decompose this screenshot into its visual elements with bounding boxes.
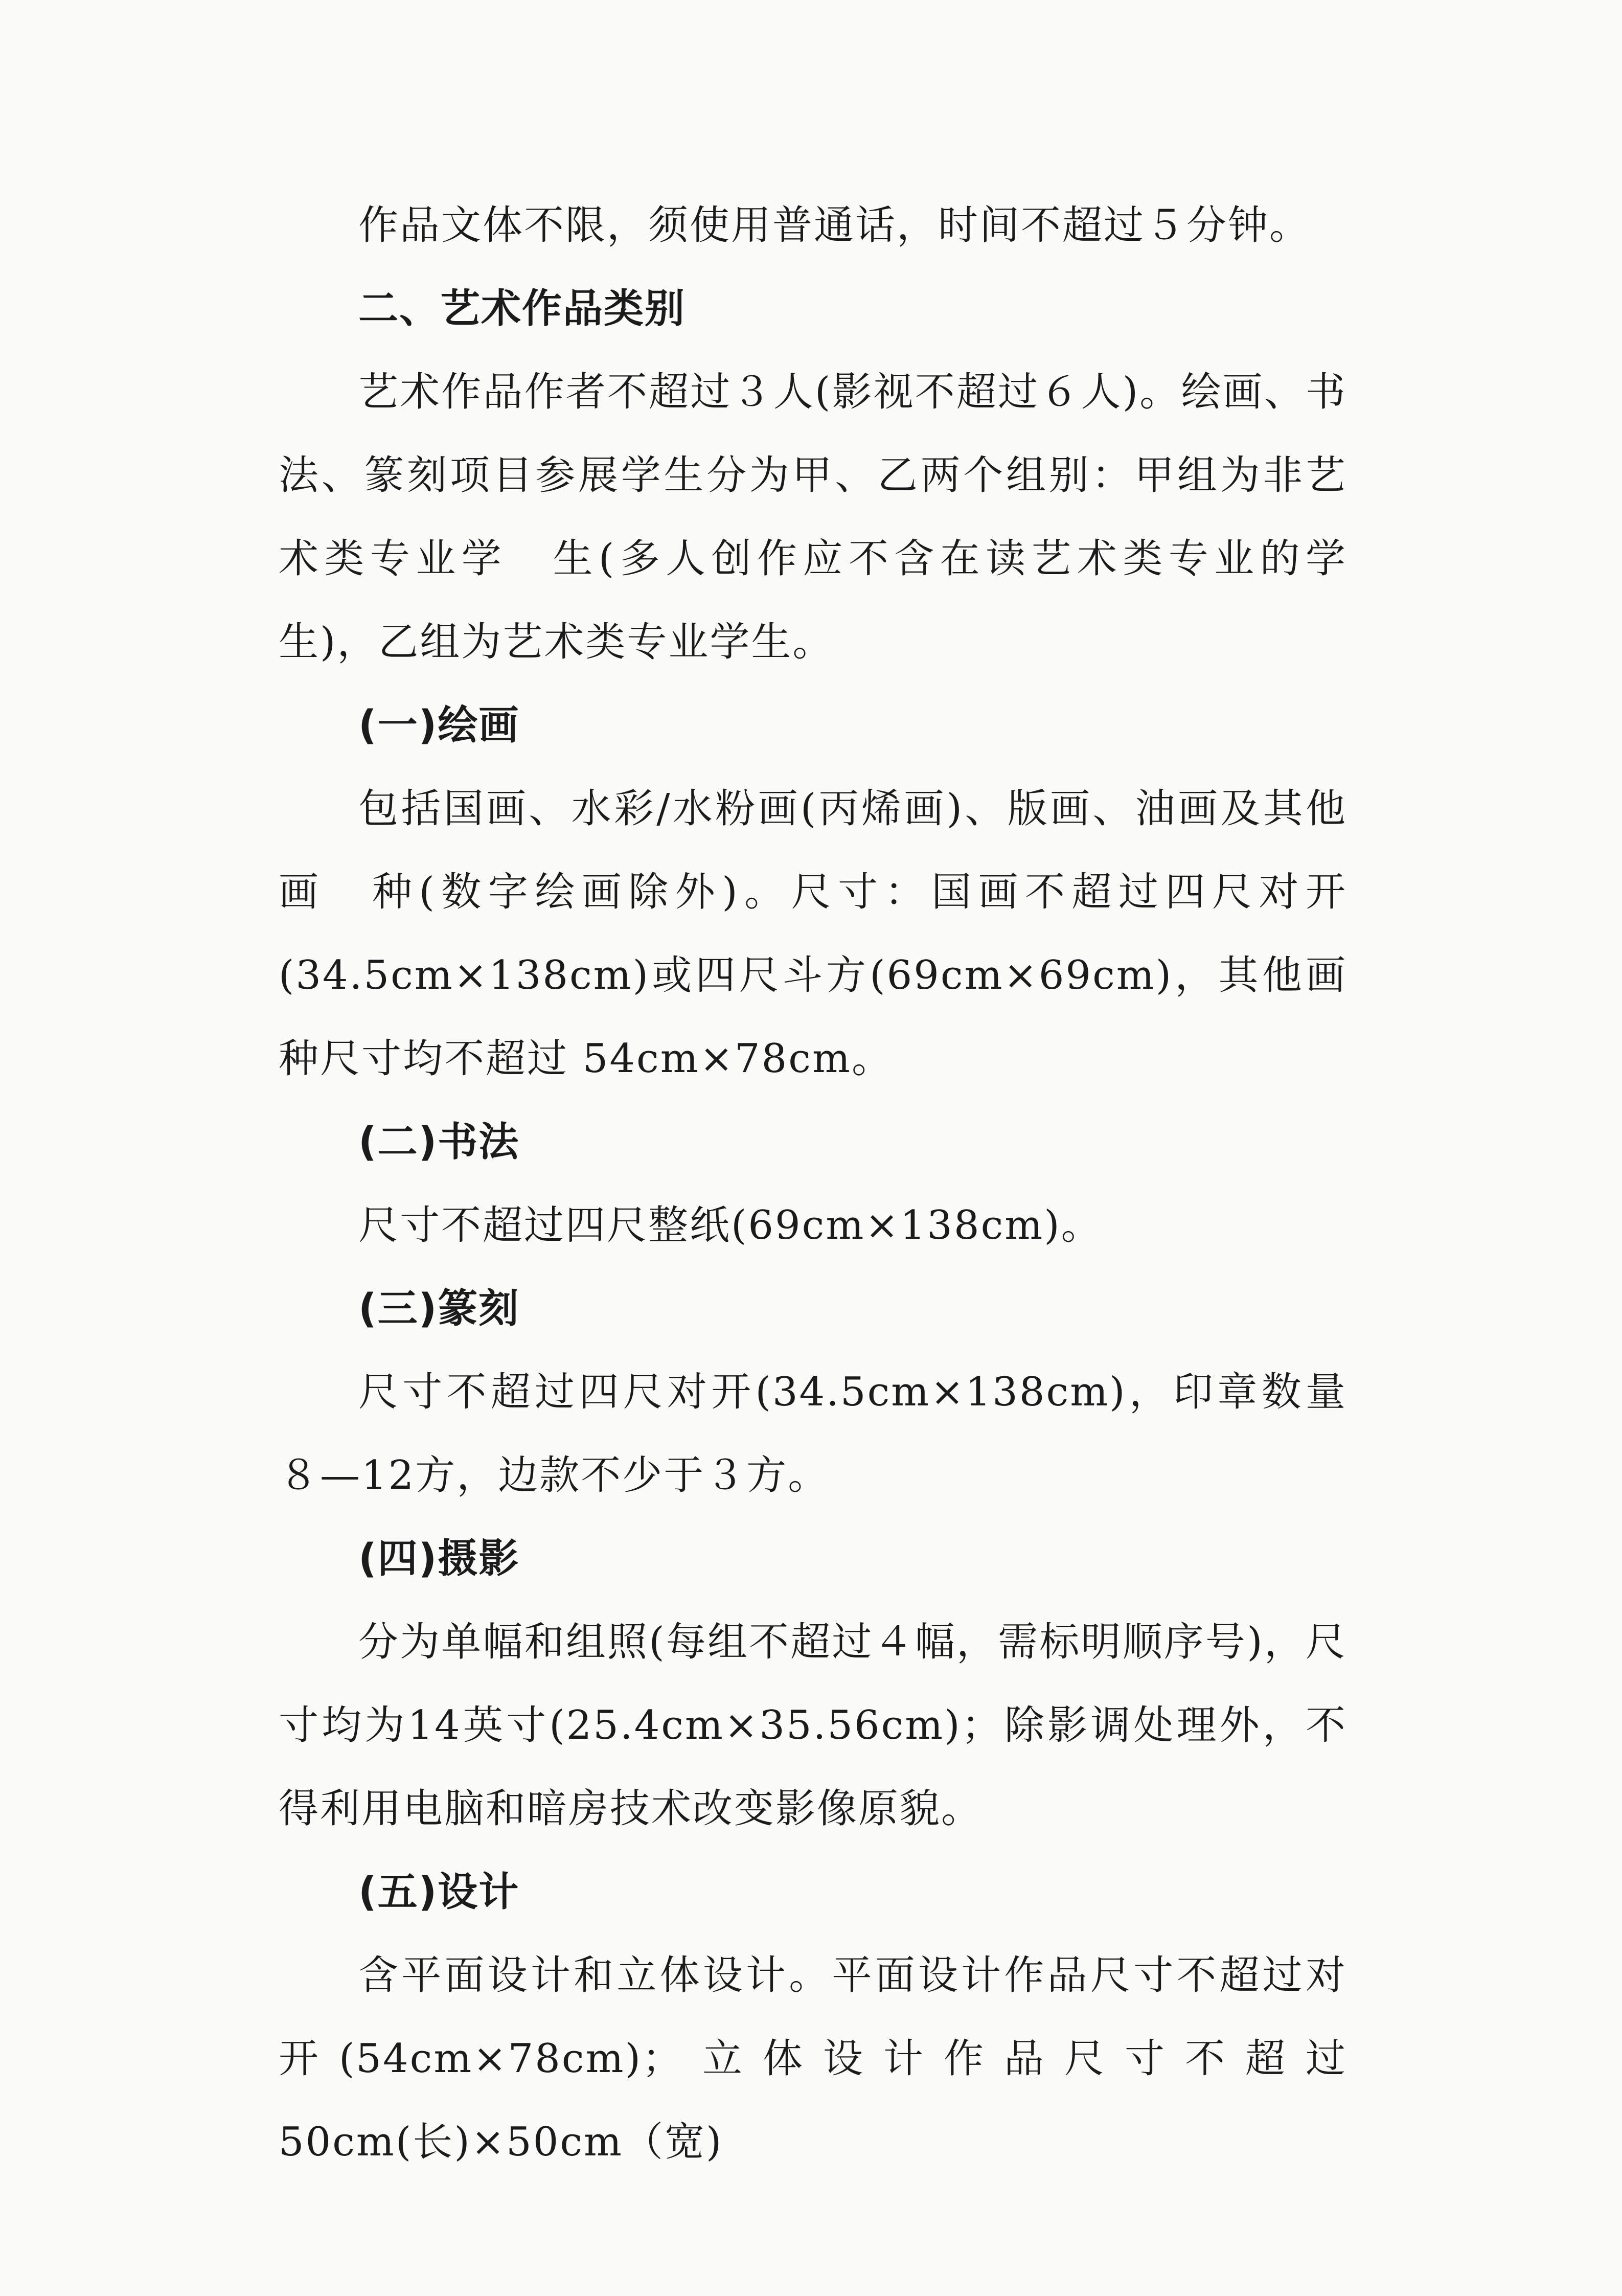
subheading-seal-carving: (三)篆刻 xyxy=(358,1286,520,1332)
subheading-design: (五)设计 xyxy=(358,1869,520,1915)
paragraph-seal-carving: 尺寸不超过四尺对开(34.5cm×138cm)，印章数量８—12方，边款不少于３方。 xyxy=(279,1369,1347,1498)
subheading-painting: (一)绘画 xyxy=(358,702,520,748)
paragraph-art-authors: 艺术作品作者不超过３人(影视不超过６人)。绘画、书法、篆刻项目参展学生分为甲、乙两个组别：甲组为非艺术类专业学 生(多人创作应不含在读艺术类专业的学生)，乙组为艺术类专业学生。 xyxy=(279,369,1347,665)
paragraph-painting: 包括国画、水彩/水粉画(丙烯画)、版画、油画及其他画 种(数字绘画除外)。尺寸：国画不超过四尺对开(34.5cm×138cm)或四尺斗方(69cm×69cm)，其他画种尺寸均不超过 54cm×78cm。 xyxy=(279,786,1347,1082)
section-heading-art: 二、艺术作品类别 xyxy=(358,286,686,332)
paragraph-duration: 作品文体不限，须使用普通话，时间不超过５分钟。 xyxy=(358,202,1311,248)
paragraph-photography: 分为单幅和组照(每组不超过４幅，需标明顺序号)，尺寸均为14英寸(25.4cm×35.56cm)；除影调处理外，不得利用电脑和暗房技术改变影像原貌。 xyxy=(279,1619,1347,1832)
paragraph-calligraphy: 尺寸不超过四尺整纸(69cm×138cm)。 xyxy=(358,1202,1103,1248)
subheading-photography: (四)摄影 xyxy=(358,1536,520,1582)
document-body xyxy=(279,184,1347,2184)
subheading-calligraphy: (二)书法 xyxy=(358,1119,520,1165)
paragraph-design: 含平面设计和立体设计。平面设计作品尺寸不超过对开(54cm×78cm)；立体设计作品尺寸不超过 50cm(长)×50cm（宽) xyxy=(279,1952,1347,2165)
